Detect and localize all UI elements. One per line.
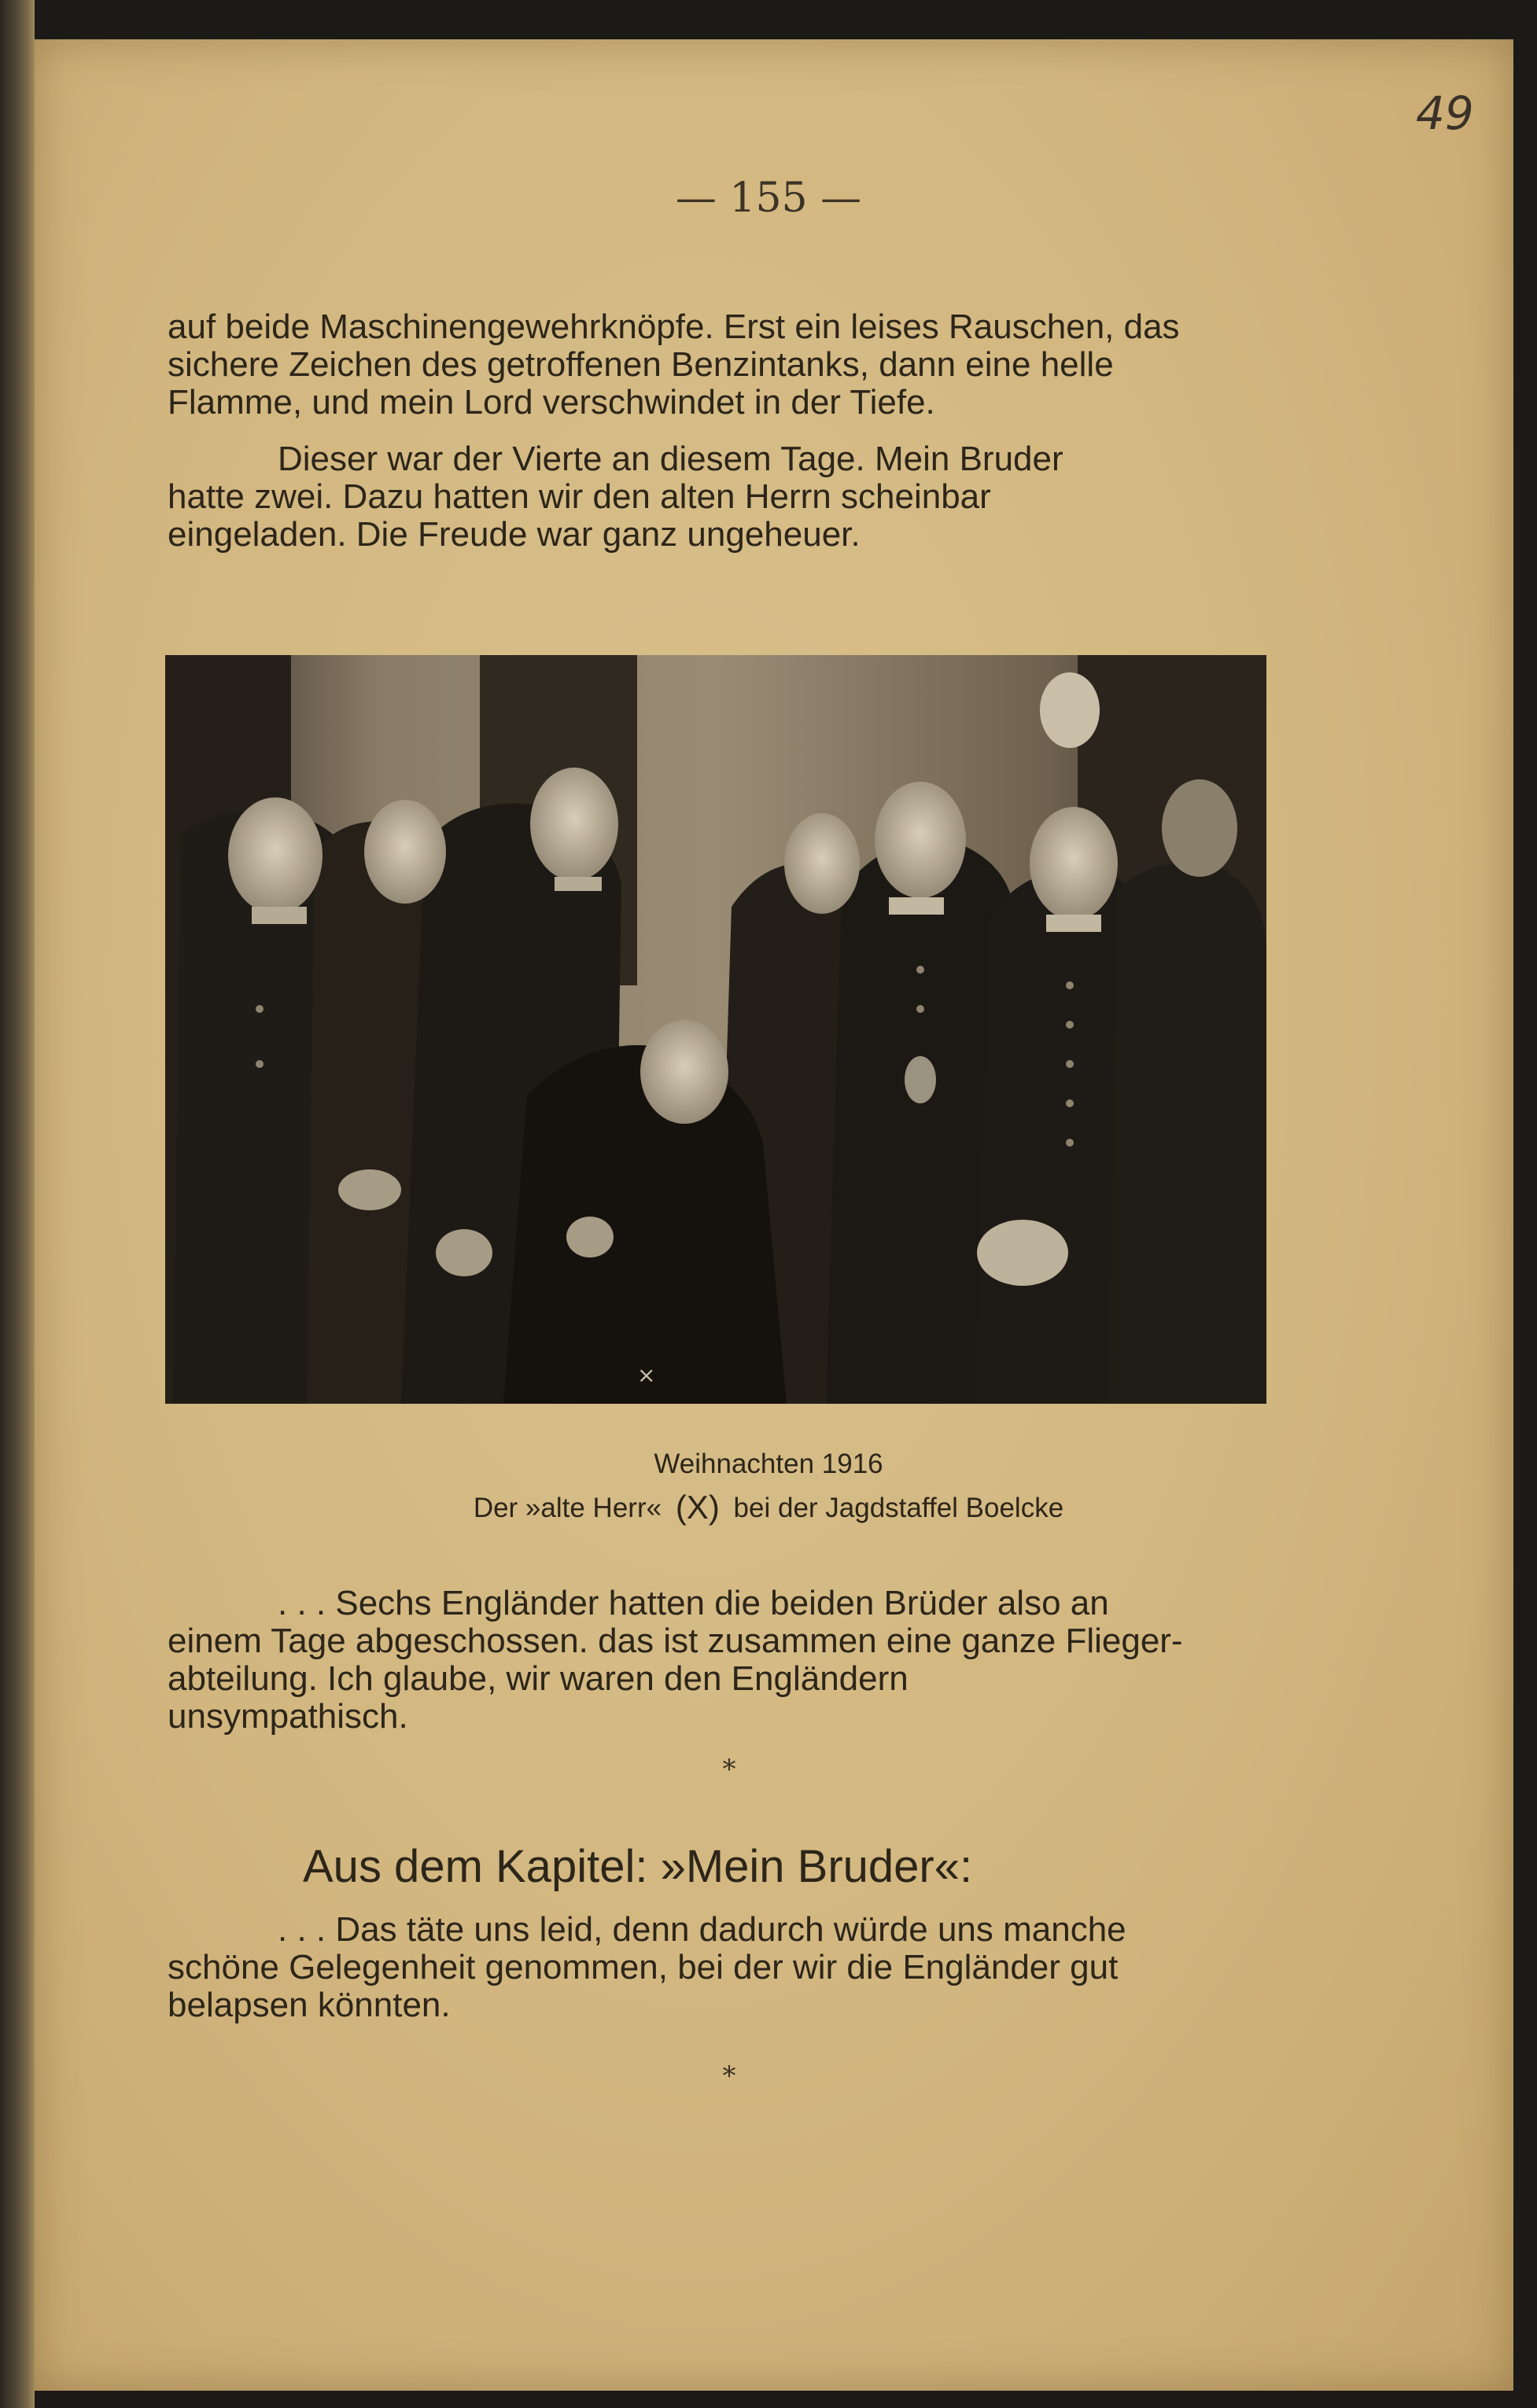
text-line: Dieser war der Vierte an diesem Tage. Mein Bruder: [278, 440, 1063, 478]
text-line: eingeladen. Die Freude war ganz ungeheuer.: [168, 515, 861, 554]
caption-line-1: Weihnachten 1916: [654, 1449, 883, 1479]
text-line: schöne Gelegenheit genommen, bei der wir die Engländer gut: [168, 1948, 1119, 1986]
section-heading: Aus dem Kapitel: »Mein Bruder«:: [303, 1841, 973, 1892]
caption-text: bei der Jagdstaffel Boelcke: [733, 1493, 1064, 1523]
text-line: . . . Das täte uns leid, denn dadurch würde uns manche: [278, 1910, 1126, 1949]
text-line: belapsen könnten.: [168, 1986, 451, 2024]
handwritten-folio-number: 49: [1416, 87, 1474, 140]
photo-illustration: [165, 655, 1266, 1404]
caption-line-2: [0, 1490, 1537, 1526]
text-line: hatte zwei. Dazu hatten wir den alten Herrn scheinbar: [168, 477, 991, 516]
section-separator: *: [722, 1754, 736, 1785]
x-mark-on-photo: ×: [637, 1362, 656, 1388]
group-photograph: [165, 655, 1266, 1404]
caption-text: Der »alte Herr«: [473, 1493, 662, 1523]
text-line: unsympathisch.: [168, 1697, 408, 1736]
section-separator: *: [722, 2060, 736, 2092]
text-line: einem Tage abgeschossen. das ist zusammen eine ganze Flieger-: [168, 1622, 1183, 1660]
paragraph-4: [168, 1911, 1253, 2024]
page-number: — 155 —: [675, 175, 862, 222]
text-line: sichere Zeichen des getroffenen Benzintanks, dann eine helle: [168, 345, 1114, 384]
paragraph-2: [168, 440, 1253, 554]
book-spine: [0, 0, 35, 2408]
text-line: auf beide Maschinengewehrknöpfe. Erst ein leises Rauschen, das: [168, 307, 1180, 346]
paragraph-1: [168, 308, 1253, 422]
text-line: Flamme, und mein Lord verschwindet in der Tiefe.: [168, 383, 935, 422]
x-marker: (X): [675, 1489, 720, 1526]
text-line: . . . Sechs Engländer hatten die beiden Brüder also an: [278, 1584, 1109, 1622]
text-line: abteilung. Ich glaube, wir waren den Engländern: [168, 1659, 909, 1698]
paragraph-3: [168, 1585, 1253, 1736]
